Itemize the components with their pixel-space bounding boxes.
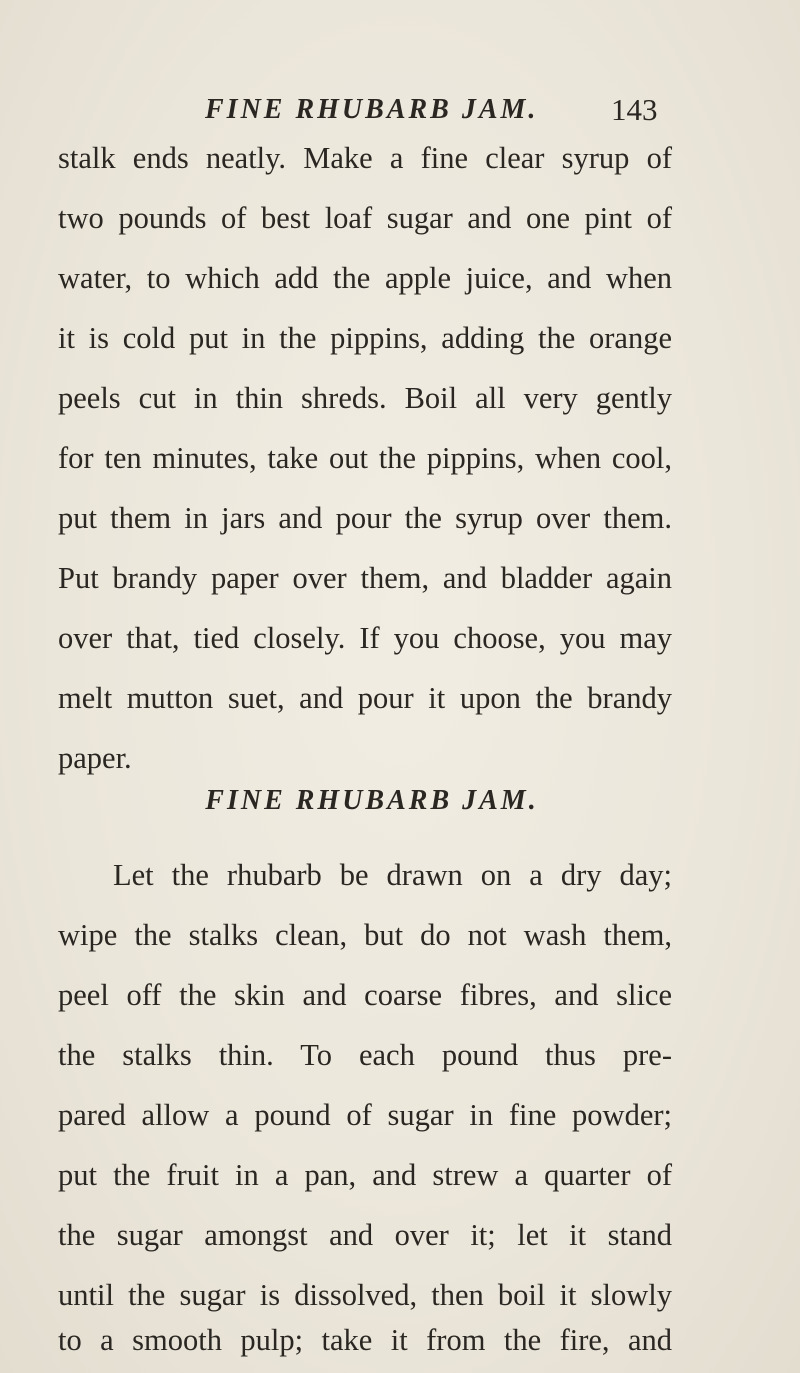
body-line: water, to which add the apple juice, and when [58,261,672,295]
body-line: paper. [58,741,132,775]
body-line: Let the rhubarb be drawn on a dry day; [113,858,672,892]
running-head [0,94,800,134]
body-line: peel off the skin and coarse fibres, and slice [58,978,672,1012]
body-line: until the sugar is dissolved, then boil it slowly [58,1278,672,1312]
body-line: for ten minutes, take out the pippins, when cool, [58,441,672,475]
body-line: wipe the stalks clean, but do not wash them, [58,918,672,952]
section-heading-text: FINE RHUBARB JAM. [205,785,539,816]
page-number: 143 [611,92,658,127]
body-line: melt mutton suet, and pour it upon the brandy [58,681,672,715]
body-line: put the fruit in a pan, and strew a quarter of [58,1158,672,1192]
body-line: peels cut in thin shreds. Boil all very gently [58,381,672,415]
running-title: FINE RHUBARB JAM. [205,94,539,125]
body-line: the stalks thin. To each pound thus pre- [58,1038,672,1072]
body-line: it is cold put in the pippins, adding the orange [58,321,672,355]
body-line: two pounds of best loaf sugar and one pint of [58,201,672,235]
body-line: stalk ends neatly. Make a fine clear syrup of [58,141,672,175]
body-line: put them in jars and pour the syrup over them. [58,501,672,535]
body-line: pared allow a pound of sugar in fine powder; [58,1098,672,1132]
body-line: Put brandy paper over them, and bladder again [58,561,672,595]
body-line: over that, tied closely. If you choose, you may [58,621,672,655]
body-line: to a smooth pulp; take it from the fire, and [58,1323,672,1357]
body-line: the sugar amongst and over it; let it stand [58,1218,672,1252]
section-heading [0,785,800,817]
